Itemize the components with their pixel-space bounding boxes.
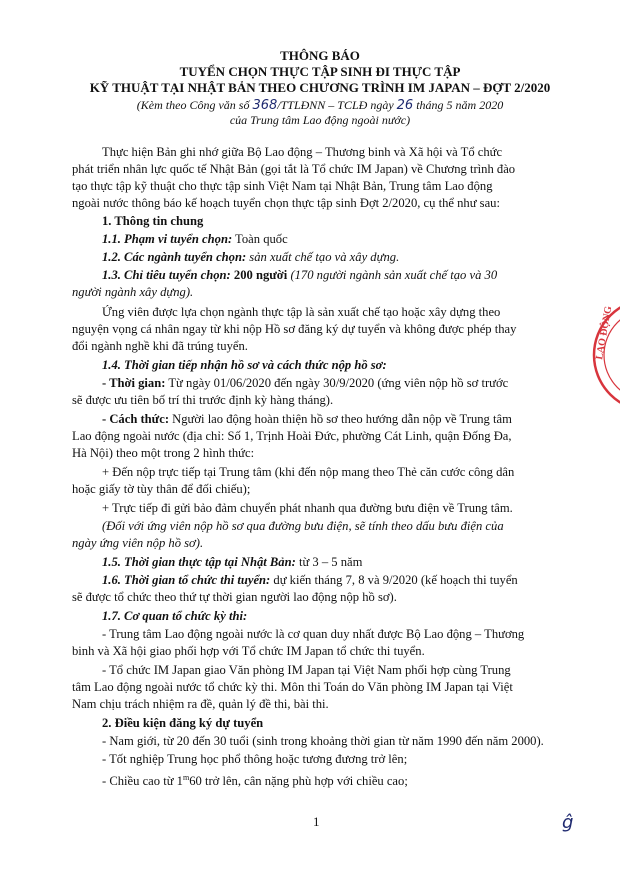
item-1-5-value: từ 3 – 5 năm xyxy=(295,555,363,569)
doc-title: THÔNG BÁO xyxy=(280,48,360,63)
section-2-heading: 2. Điều kiện đăng ký dự tuyển xyxy=(102,716,264,730)
height-part-b: 60 trở lên, cân nặng phù hợp với chiều cao; xyxy=(189,774,408,789)
candidate-line: đổi ngành nghề khi đã trúng tuyển. xyxy=(72,339,248,353)
organizer-line: - Tổ chức IM Japan giao Văn phòng IM Japan tại Việt Nam phối hợp cùng Trung xyxy=(102,663,511,677)
method-line-cont: Lao động ngoài nước (địa chỉ: Số 1, Trịnh Hoài Đức, phường Cát Linh, quận Đống Đa, xyxy=(72,429,512,443)
intro-line: phát triển nhân lực quốc tế Nhật Bản (gọi tắt là Tổ chức IM Japan) về Chương trình đào xyxy=(72,162,516,176)
red-stamp-seal xyxy=(588,290,620,420)
item-1-2-value: sản xuất chế tạo và xây dựng. xyxy=(246,250,400,264)
organizer-line: tâm Lao động ngoài nước tổ chức kỳ thi. Môn thi Toán do Văn phòng IM Japan tại Việt xyxy=(72,680,513,694)
direct-submit: + Đến nộp trực tiếp tại Trung tâm (khi đến nộp mang theo Thẻ căn cước công dân xyxy=(102,465,515,479)
reference-line xyxy=(60,98,580,113)
item-1-3-note: (170 người ngành sản xuất chế tạo và 30 xyxy=(287,268,498,282)
item-1-5 xyxy=(102,555,362,570)
item-1-3-note-cont: người ngành xây dựng). xyxy=(72,285,194,299)
ref-part-b: /TTLĐNN – TCLĐ ngày xyxy=(277,98,394,112)
handwritten-initials: ĝ xyxy=(562,812,574,833)
ref-number-handwritten: 368 xyxy=(252,98,278,113)
time-line xyxy=(102,376,508,391)
ref-part-a: (Kèm theo Công văn số xyxy=(136,98,250,112)
time-label: - Thời gian: xyxy=(102,376,166,390)
item-1-6 xyxy=(102,573,518,588)
item-1-1 xyxy=(102,232,288,247)
item-1-3 xyxy=(102,268,497,283)
item-1-3-label: 1.3. Chỉ tiêu tuyển chọn: xyxy=(102,268,231,282)
item-1-1-label: 1.1. Phạm vi tuyển chọn: xyxy=(102,232,233,246)
organizer-line: binh và Xã hội giao phối hợp với Tổ chức IM Japan tổ chức thi tuyển. xyxy=(72,644,425,658)
condition-line: - Nam giới, từ 20 đến 30 tuổi (sinh trong khoảng thời gian từ năm 1990 đến năm 2000). xyxy=(102,734,544,748)
section-1-heading: 1. Thông tin chung xyxy=(102,214,204,228)
time-line-cont: sẽ được ưu tiên bố trí thi trước định kỳ hàng tháng). xyxy=(72,393,334,407)
item-1-6-cont: sẽ được tổ chức theo thứ tự thời gian người lao động nộp hồ sơ). xyxy=(72,590,397,604)
doc-subtitle-2: KỸ THUẬT TẠI NHẬT BẢN THEO CHƯƠNG TRÌNH IM JAPAN – ĐỢT 2/2020 xyxy=(89,80,551,95)
post-note-cont: ngày ứng viên nộp hồ sơ). xyxy=(72,536,204,550)
item-1-3-value: 200 người xyxy=(230,268,288,282)
condition-line: - Tốt nghiệp Trung học phổ thông hoặc tương đương trở lên; xyxy=(102,752,408,766)
doc-subtitle-1: TUYỂN CHỌN THỰC TẬP SINH ĐI THỰC TẬP xyxy=(179,64,461,79)
reference-issuer: của Trung tâm Lao động ngoài nước) xyxy=(229,113,411,127)
time-value: Từ ngày 01/06/2020 đến ngày 30/9/2020 (ứng viên nộp hồ sơ trước xyxy=(165,376,509,390)
intro-line: ngoài nước thông báo kế hoạch tuyển chọn thực tập sinh Đợt 2/2020, cụ thể như sau: xyxy=(72,196,500,210)
intro-line: tạo thực tập kỹ thuật cho thực tập sinh Việt Nam tại Nhật Bản, Trung tâm Lao động xyxy=(72,179,493,193)
method-value: Người lao động hoàn thiện hồ sơ theo hướng dẫn nộp về Trung tâm xyxy=(169,412,512,426)
item-1-6-value: dự kiến tháng 7, 8 và 9/2020 (kế hoạch thi tuyển xyxy=(270,573,518,587)
method-label: - Cách thức: xyxy=(102,412,170,426)
item-1-5-label: 1.5. Thời gian thực tập tại Nhật Bản: xyxy=(102,555,296,569)
method-line-cont: Hà Nội) theo một trong 2 hình thức: xyxy=(72,446,255,460)
svg-text:LAO ĐỘNG: LAO ĐỘNG xyxy=(594,305,615,361)
direct-submit-cont: hoặc giấy tờ tùy thân để đối chiếu); xyxy=(72,482,251,496)
item-1-7-heading: 1.7. Cơ quan tổ chức kỳ thi: xyxy=(102,609,248,623)
height-part-a: - Chiều cao từ 1 xyxy=(102,774,183,789)
item-1-4-heading: 1.4. Thời gian tiếp nhận hồ sơ và cách thức nộp hồ sơ: xyxy=(102,358,387,372)
organizer-line: - Trung tâm Lao động ngoài nước là cơ quan duy nhất được Bộ Lao động – Thương xyxy=(102,627,525,641)
ref-part-c: tháng 5 năm 2020 xyxy=(416,98,504,112)
post-note: (Đối với ứng viên nộp hồ sơ qua đường bưu điện, sẽ tính theo dấu bưu điện của xyxy=(102,519,504,533)
candidate-line: Ứng viên được lựa chọn ngành thực tập là sản xuất chế tạo hoặc xây dựng theo xyxy=(102,305,501,319)
item-1-1-value: Toàn quốc xyxy=(232,232,288,246)
ref-day-handwritten: 26 xyxy=(396,98,414,113)
height-sup: m xyxy=(182,773,190,782)
item-1-6-label: 1.6. Thời gian tổ chức thi tuyển: xyxy=(102,573,271,587)
condition-line xyxy=(102,770,408,789)
page-number: 1 xyxy=(313,814,320,829)
item-1-2-label: 1.2. Các ngành tuyển chọn: xyxy=(102,250,247,264)
intro-line: Thực hiện Bản ghi nhớ giữa Bộ Lao động – Thương binh và Xã hội và Tổ chức xyxy=(102,145,503,159)
candidate-line: nguyện vọng cá nhân ngay từ khi nộp Hồ sơ đăng ký dự tuyển và không được phép thay xyxy=(72,322,517,336)
item-1-2 xyxy=(102,250,399,265)
organizer-line: Nam chịu trách nhiệm ra đề, quản lý đề thi, bài thi. xyxy=(72,697,329,711)
method-line xyxy=(102,412,512,427)
post-submit: + Trực tiếp đi gửi bảo đảm chuyển phát nhanh qua đường bưu điện về Trung tâm. xyxy=(102,501,513,515)
